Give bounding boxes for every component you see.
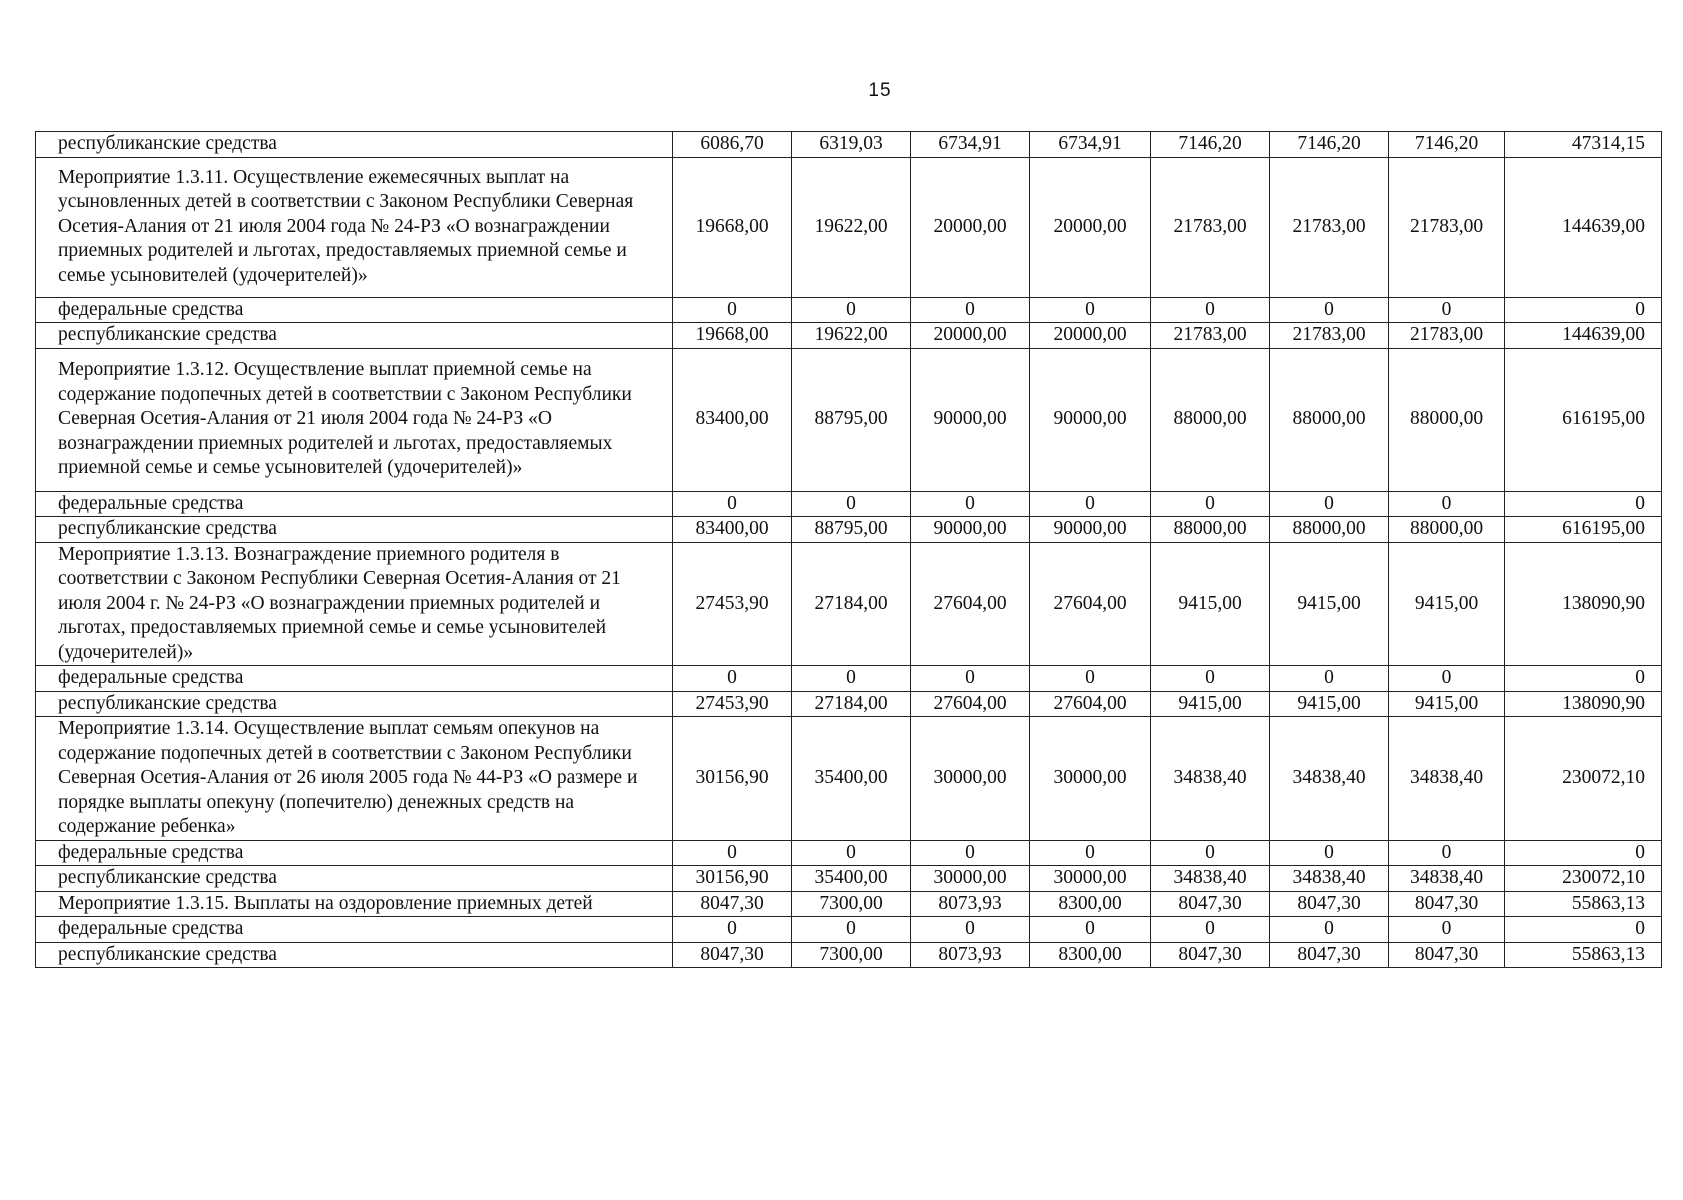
year-value-cell: 30000,00	[911, 866, 1030, 892]
table-body	[36, 132, 1662, 968]
funding-source-cell: Мероприятие 1.3.15. Выплаты на оздоровление приемных детей	[36, 891, 673, 917]
year-value-cell: 19668,00	[673, 323, 792, 349]
year-value-cell: 30000,00	[1030, 717, 1151, 841]
year-value-cell: 0	[792, 491, 911, 517]
year-value-cell: 0	[1030, 917, 1151, 943]
total-value-cell: 47314,15	[1505, 132, 1662, 158]
year-value-cell: 20000,00	[911, 157, 1030, 297]
year-value-cell: 21783,00	[1151, 157, 1270, 297]
year-value-cell: 21783,00	[1389, 323, 1505, 349]
funding-source-cell: федеральные средства	[36, 840, 673, 866]
year-value-cell: 0	[792, 666, 911, 692]
funding-source-cell: республиканские средства	[36, 942, 673, 968]
page-number: 15	[868, 80, 892, 101]
year-value-cell: 27453,90	[673, 542, 792, 666]
total-value-cell: 0	[1505, 840, 1662, 866]
measure-row	[36, 348, 1662, 491]
year-value-cell: 6319,03	[792, 132, 911, 158]
year-value-cell: 6734,91	[911, 132, 1030, 158]
funding-source-cell: республиканские средства	[36, 323, 673, 349]
funding-row	[36, 691, 1662, 717]
year-value-cell: 88795,00	[792, 348, 911, 491]
year-value-cell: 34838,40	[1270, 866, 1389, 892]
year-value-cell: 7300,00	[792, 942, 911, 968]
year-value-cell: 0	[1389, 840, 1505, 866]
year-value-cell: 83400,00	[673, 517, 792, 543]
year-value-cell: 8073,93	[911, 942, 1030, 968]
year-value-cell: 30000,00	[911, 717, 1030, 841]
year-value-cell: 34838,40	[1151, 866, 1270, 892]
year-value-cell: 8047,30	[1389, 942, 1505, 968]
year-value-cell: 34838,40	[1389, 866, 1505, 892]
year-value-cell: 7300,00	[792, 891, 911, 917]
year-value-cell: 21783,00	[1270, 157, 1389, 297]
year-value-cell: 0	[792, 297, 911, 323]
measure-row	[36, 542, 1662, 666]
funding-source-cell: республиканские средства	[36, 517, 673, 543]
funding-row	[36, 666, 1662, 692]
year-value-cell: 21783,00	[1389, 157, 1505, 297]
year-value-cell: 0	[1030, 840, 1151, 866]
year-value-cell: 0	[673, 666, 792, 692]
year-value-cell: 30156,90	[673, 866, 792, 892]
year-value-cell: 0	[911, 840, 1030, 866]
funding-row	[36, 132, 1662, 158]
year-value-cell: 0	[1389, 666, 1505, 692]
year-value-cell: 0	[1151, 840, 1270, 866]
total-value-cell: 616195,00	[1505, 517, 1662, 543]
year-value-cell: 88000,00	[1270, 348, 1389, 491]
year-value-cell: 20000,00	[1030, 323, 1151, 349]
year-value-cell: 27184,00	[792, 542, 911, 666]
year-value-cell: 0	[911, 297, 1030, 323]
funding-source-cell: федеральные средства	[36, 491, 673, 517]
year-value-cell: 90000,00	[911, 348, 1030, 491]
total-value-cell: 138090,90	[1505, 691, 1662, 717]
total-value-cell: 144639,00	[1505, 323, 1662, 349]
year-value-cell: 83400,00	[673, 348, 792, 491]
year-value-cell: 8047,30	[673, 942, 792, 968]
year-value-cell: 27604,00	[1030, 542, 1151, 666]
total-value-cell: 0	[1505, 491, 1662, 517]
year-value-cell: 7146,20	[1151, 132, 1270, 158]
year-value-cell: 9415,00	[1389, 542, 1505, 666]
funding-source-cell: федеральные средства	[36, 297, 673, 323]
year-value-cell: 0	[1270, 491, 1389, 517]
year-value-cell: 0	[1151, 917, 1270, 943]
funding-row	[36, 866, 1662, 892]
funding-row	[36, 917, 1662, 943]
year-value-cell: 7146,20	[1389, 132, 1505, 158]
year-value-cell: 8300,00	[1030, 942, 1151, 968]
measure-row	[36, 717, 1662, 841]
total-value-cell: 0	[1505, 917, 1662, 943]
year-value-cell: 0	[1030, 491, 1151, 517]
year-value-cell: 30000,00	[1030, 866, 1151, 892]
measure-name-cell: Мероприятие 1.3.12. Осуществление выплат приемной семье на содержание подопечных детей в соответствии с Законом Республики Северная Осетия-Алания от 21 июля 2004 года № 24-РЗ «О вознаграждении приемных родителей и льготах, предоставляемых приемной семье и семье усыновителей (удочерителей)»	[36, 348, 673, 491]
year-value-cell: 20000,00	[911, 323, 1030, 349]
year-value-cell: 21783,00	[1151, 323, 1270, 349]
year-value-cell: 0	[911, 491, 1030, 517]
year-value-cell: 27453,90	[673, 691, 792, 717]
measure-row	[36, 157, 1662, 297]
year-value-cell: 35400,00	[792, 866, 911, 892]
year-value-cell: 19622,00	[792, 157, 911, 297]
year-value-cell: 0	[1151, 297, 1270, 323]
year-value-cell: 88000,00	[1389, 348, 1505, 491]
year-value-cell: 0	[673, 840, 792, 866]
year-value-cell: 0	[1030, 666, 1151, 692]
measure-name-cell: Мероприятие 1.3.14. Осуществление выплат семьям опекунов на содержание подопечных детей в соответствии с Законом Республики Северная Осетия-Алания от 26 июля 2005 года № 44-РЗ «О размере и порядке выплаты опекуну (попечителю) денежных средств на содержание ребенка»	[36, 717, 673, 841]
year-value-cell: 88000,00	[1151, 517, 1270, 543]
year-value-cell: 0	[673, 491, 792, 517]
year-value-cell: 0	[911, 666, 1030, 692]
measure-name-cell: Мероприятие 1.3.11. Осуществление ежемесячных выплат на усыновленных детей в соответствии с Законом Республики Северная Осетия-Алания от 21 июля 2004 года № 24-РЗ «О вознаграждении приемных родителей и льготах, предоставляемых приемной семье и семье усыновителей (удочерителей)»	[36, 157, 673, 297]
budget-table	[35, 131, 1662, 968]
year-value-cell: 8073,93	[911, 891, 1030, 917]
year-value-cell: 34838,40	[1389, 717, 1505, 841]
total-value-cell: 0	[1505, 297, 1662, 323]
year-value-cell: 0	[1270, 840, 1389, 866]
year-value-cell: 19622,00	[792, 323, 911, 349]
year-value-cell: 8047,30	[1389, 891, 1505, 917]
year-value-cell: 90000,00	[911, 517, 1030, 543]
year-value-cell: 20000,00	[1030, 157, 1151, 297]
funding-row	[36, 491, 1662, 517]
funding-row	[36, 517, 1662, 543]
year-value-cell: 0	[673, 917, 792, 943]
year-value-cell: 0	[1389, 297, 1505, 323]
year-value-cell: 8047,30	[1151, 891, 1270, 917]
total-value-cell: 144639,00	[1505, 157, 1662, 297]
year-value-cell: 30156,90	[673, 717, 792, 841]
funding-row	[36, 840, 1662, 866]
year-value-cell: 88795,00	[792, 517, 911, 543]
year-value-cell: 9415,00	[1270, 542, 1389, 666]
year-value-cell: 6734,91	[1030, 132, 1151, 158]
total-value-cell: 55863,13	[1505, 942, 1662, 968]
year-value-cell: 27604,00	[1030, 691, 1151, 717]
funding-row	[36, 942, 1662, 968]
total-value-cell: 55863,13	[1505, 891, 1662, 917]
year-value-cell: 27184,00	[792, 691, 911, 717]
year-value-cell: 0	[673, 297, 792, 323]
year-value-cell: 7146,20	[1270, 132, 1389, 158]
year-value-cell: 21783,00	[1270, 323, 1389, 349]
year-value-cell: 0	[1389, 491, 1505, 517]
total-value-cell: 230072,10	[1505, 866, 1662, 892]
year-value-cell: 0	[1270, 297, 1389, 323]
measure-name-cell: Мероприятие 1.3.13. Вознаграждение приемного родителя в соответствии с Законом Республики Северная Осетия-Алания от 21 июля 2004 г. № 24-РЗ «О вознаграждении приемных родителей и льготах, предоставляемых приемной семье и семье усыновителей (удочерителей)»	[36, 542, 673, 666]
total-value-cell: 616195,00	[1505, 348, 1662, 491]
year-value-cell: 9415,00	[1389, 691, 1505, 717]
year-value-cell: 0	[1151, 491, 1270, 517]
year-value-cell: 90000,00	[1030, 348, 1151, 491]
year-value-cell: 0	[1389, 917, 1505, 943]
funding-row	[36, 297, 1662, 323]
year-value-cell: 8047,30	[1270, 891, 1389, 917]
year-value-cell: 6086,70	[673, 132, 792, 158]
year-value-cell: 90000,00	[1030, 517, 1151, 543]
total-value-cell: 138090,90	[1505, 542, 1662, 666]
funding-row	[36, 323, 1662, 349]
year-value-cell: 8300,00	[1030, 891, 1151, 917]
total-value-cell: 0	[1505, 666, 1662, 692]
year-value-cell: 0	[792, 917, 911, 943]
year-value-cell: 8047,30	[1151, 942, 1270, 968]
year-value-cell: 9415,00	[1270, 691, 1389, 717]
year-value-cell: 0	[1030, 297, 1151, 323]
year-value-cell: 0	[1151, 666, 1270, 692]
total-value-cell: 230072,10	[1505, 717, 1662, 841]
year-value-cell: 0	[792, 840, 911, 866]
year-value-cell: 8047,30	[1270, 942, 1389, 968]
funding-source-cell: республиканские средства	[36, 691, 673, 717]
year-value-cell: 9415,00	[1151, 542, 1270, 666]
funding-source-cell: федеральные средства	[36, 666, 673, 692]
year-value-cell: 88000,00	[1270, 517, 1389, 543]
year-value-cell: 34838,40	[1151, 717, 1270, 841]
year-value-cell: 27604,00	[911, 691, 1030, 717]
year-value-cell: 9415,00	[1151, 691, 1270, 717]
year-value-cell: 0	[911, 917, 1030, 943]
year-value-cell: 88000,00	[1389, 517, 1505, 543]
year-value-cell: 34838,40	[1270, 717, 1389, 841]
year-value-cell: 0	[1270, 917, 1389, 943]
funding-source-cell: федеральные средства	[36, 917, 673, 943]
year-value-cell: 27604,00	[911, 542, 1030, 666]
funding-source-cell: республиканские средства	[36, 866, 673, 892]
year-value-cell: 0	[1270, 666, 1389, 692]
year-value-cell: 88000,00	[1151, 348, 1270, 491]
funding-source-cell: республиканские средства	[36, 132, 673, 158]
funding-row	[36, 891, 1662, 917]
year-value-cell: 8047,30	[673, 891, 792, 917]
year-value-cell: 19668,00	[673, 157, 792, 297]
year-value-cell: 35400,00	[792, 717, 911, 841]
